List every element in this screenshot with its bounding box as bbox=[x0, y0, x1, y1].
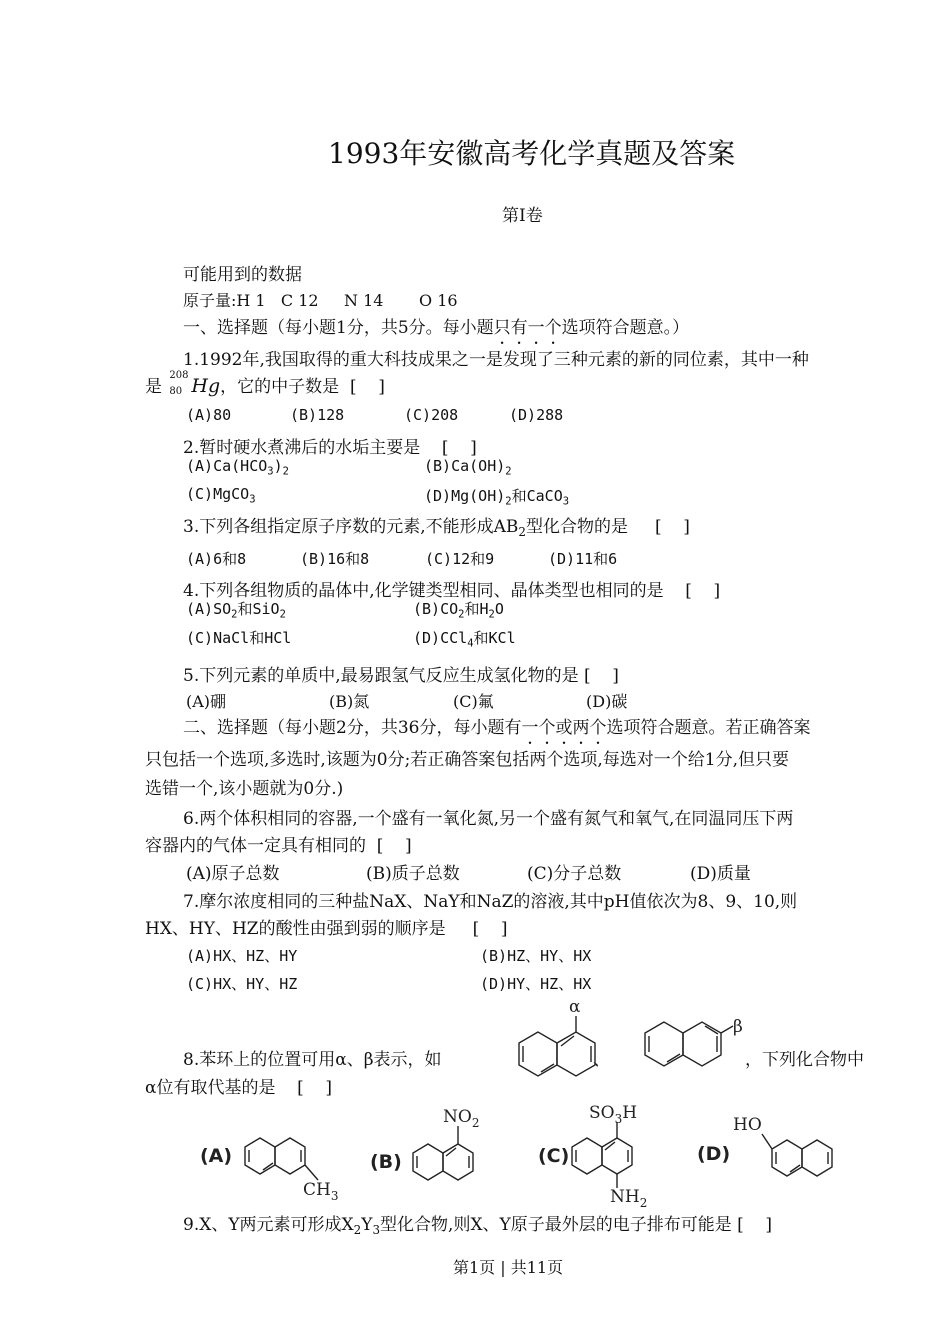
q8-option-b-structure bbox=[413, 1126, 473, 1180]
q8-stem-pre: 8.苯环上的位置可用α、β表示，如 bbox=[183, 1050, 442, 1070]
q8-option-a-structure bbox=[245, 1138, 318, 1180]
page-footer: 第1页 | 共11页 bbox=[453, 1258, 564, 1277]
q6-option-b[interactable]: (B)质子总数 bbox=[366, 864, 460, 884]
q6-line-1: 6.两个体积相同的容器,一个盛有一氧化氮,另一个盛有氮气和氧气,在同温同压下两 bbox=[183, 809, 794, 829]
q9-stem: 9.X、Y两元素可形成$X_2Y_3$型化合物,则X、Y原子最外层的电子排布可能是 [ ] bbox=[183, 1215, 773, 1238]
q1-line-1: 1.1992年,我国取得的重大科技成果之一是发现了三种元素的新的同位素，其中一种 bbox=[183, 350, 809, 370]
q7-option-b[interactable]: (B)HZ、HY、HX bbox=[480, 947, 592, 965]
q6-option-a[interactable]: (A)原子总数 bbox=[186, 864, 280, 884]
q3-option-d[interactable]: (D)11和6 bbox=[548, 550, 618, 568]
q6-option-d[interactable]: (D)质量 bbox=[690, 864, 751, 884]
q5-option-c[interactable]: (C)氟 bbox=[453, 692, 494, 711]
naphthalene-alpha-structure bbox=[519, 1016, 595, 1076]
q1-option-b[interactable]: (B)128 bbox=[290, 406, 345, 424]
q5-option-a[interactable]: (A)硼 bbox=[186, 692, 227, 711]
q8-option-a-label: (A) bbox=[200, 1145, 233, 1167]
q6-option-c[interactable]: (C)分子总数 bbox=[527, 864, 622, 884]
isotope-mass: 208 bbox=[169, 369, 189, 381]
data-heading: 可能用到的数据 bbox=[183, 265, 302, 285]
q3-option-c[interactable]: (C)12和9 bbox=[425, 550, 495, 568]
beta-label: β bbox=[733, 1017, 743, 1037]
q8-option-b-substituent: $NO_2$ bbox=[443, 1107, 480, 1130]
q8-option-d-substituent: HO bbox=[733, 1115, 762, 1135]
section-1-heading: 一、选择题（每小题1分，共5分。每小题只有一个选项符合题意。） bbox=[183, 318, 690, 338]
q4-option-b[interactable]: $(B)CO_2$和$H_2O$ bbox=[413, 600, 504, 621]
q8-line-2: α位有取代基的是 [ ] bbox=[145, 1078, 332, 1098]
q4-stem: 4.下列各组物质的晶体中,化学键类型相同、晶体类型也相同的是 [ ] bbox=[183, 581, 721, 601]
q5-stem: 5.下列元素的单质中,最易跟氢气反应生成氢化物的是 [ ] bbox=[183, 666, 619, 686]
q4-option-d[interactable]: (D)CCl$_4$和KCl bbox=[413, 629, 516, 650]
q5-option-d[interactable]: (D)碳 bbox=[586, 692, 628, 711]
alpha-label: α bbox=[569, 997, 581, 1017]
q1-option-a[interactable]: (A)80 bbox=[186, 406, 232, 424]
q7-option-a[interactable]: (A)HX、HZ、HY bbox=[186, 947, 298, 965]
q8-separator: 、 bbox=[593, 1050, 610, 1070]
q5-option-b[interactable]: (B)氮 bbox=[329, 692, 370, 711]
q8-option-c-substituent-top: $SO_3H$ bbox=[589, 1103, 638, 1126]
q1-line-2: 是 208 80 Hg，它的中子数是 [ ] bbox=[145, 369, 385, 397]
q8-option-d-label: (D) bbox=[697, 1143, 731, 1165]
naphthalene-beta-structure bbox=[645, 1022, 733, 1066]
q2-option-a[interactable]: $(A)Ca(HCO_3)_2$ bbox=[186, 457, 289, 478]
q6-line-2: 容器内的气体一定具有相同的 [ ] bbox=[145, 836, 412, 856]
q1-option-c[interactable]: (C)208 bbox=[404, 406, 459, 424]
atomic-mass-line: 原子量:H 1 C 12 N 14 O 16 bbox=[183, 291, 458, 310]
q7-line-1: 7.摩尔浓度相同的三种盐NaX、NaY和NaZ的溶液,其中pH值依次为8、9、10,则 bbox=[183, 892, 798, 912]
volume-heading: 第Ⅰ卷 bbox=[502, 206, 543, 226]
q7-option-c[interactable]: (C)HX、HY、HZ bbox=[186, 975, 298, 993]
q2-option-b[interactable]: $(B)Ca(OH)_2$ bbox=[424, 457, 512, 478]
q4-option-c[interactable]: (C)NaCl和HCl bbox=[186, 629, 292, 647]
q2-option-d[interactable]: $(D)Mg(OH)_2$和CaCO$_3$ bbox=[424, 487, 570, 508]
q7-option-d[interactable]: (D)HY、HZ、HX bbox=[480, 975, 592, 993]
q8-option-a-substituent: $CH_3$ bbox=[303, 1180, 339, 1203]
q8-option-c-label: (C) bbox=[538, 1145, 570, 1167]
q4-option-a[interactable]: $(A)SO_2$和SiO$_2$ bbox=[186, 600, 286, 621]
page-title: 1993年安徽高考化学真题及答案 bbox=[328, 137, 736, 170]
section-2-line-3: 选错一个,该小题就为0分.) bbox=[145, 779, 344, 799]
q7-line-2: HX、HY、HZ的酸性由强到弱的顺序是 [ ] bbox=[145, 919, 508, 939]
q3-stem: 3.下列各组指定原子序数的元素,不能形成$AB_2$型化合物的是 [ ] bbox=[183, 517, 690, 540]
q8-option-c-substituent-bottom: $NH_2$ bbox=[610, 1187, 648, 1210]
q3-option-b[interactable]: (B)16和8 bbox=[300, 550, 370, 568]
isotope-z: 80 bbox=[169, 385, 183, 397]
q8-stem-post: ，下列化合物中 bbox=[745, 1050, 864, 1070]
q8-option-b-label: (B) bbox=[370, 1151, 402, 1173]
q8-option-c-structure bbox=[572, 1122, 632, 1188]
isotope-symbol: Hg bbox=[191, 375, 221, 397]
q8-option-d-structure bbox=[762, 1134, 832, 1176]
q2-option-c[interactable]: (C)MgCO$_3$ bbox=[186, 485, 256, 506]
q3-option-a[interactable]: (A)6和8 bbox=[186, 550, 247, 568]
section-2-line-2: 只包括一个选项,多选时,该题为0分;若正确答案包括两个选项,每选对一个给1分,但只要 bbox=[145, 750, 789, 770]
q2-stem: 2.暂时硬水煮沸后的水垢主要是 [ ] bbox=[183, 438, 477, 458]
q1-option-d[interactable]: (D)288 bbox=[509, 406, 564, 424]
section-2-heading: 二、选择题（每小题2分，共36分，每小题有一个或两个选项符合题意。若正确答案 bbox=[183, 718, 811, 738]
